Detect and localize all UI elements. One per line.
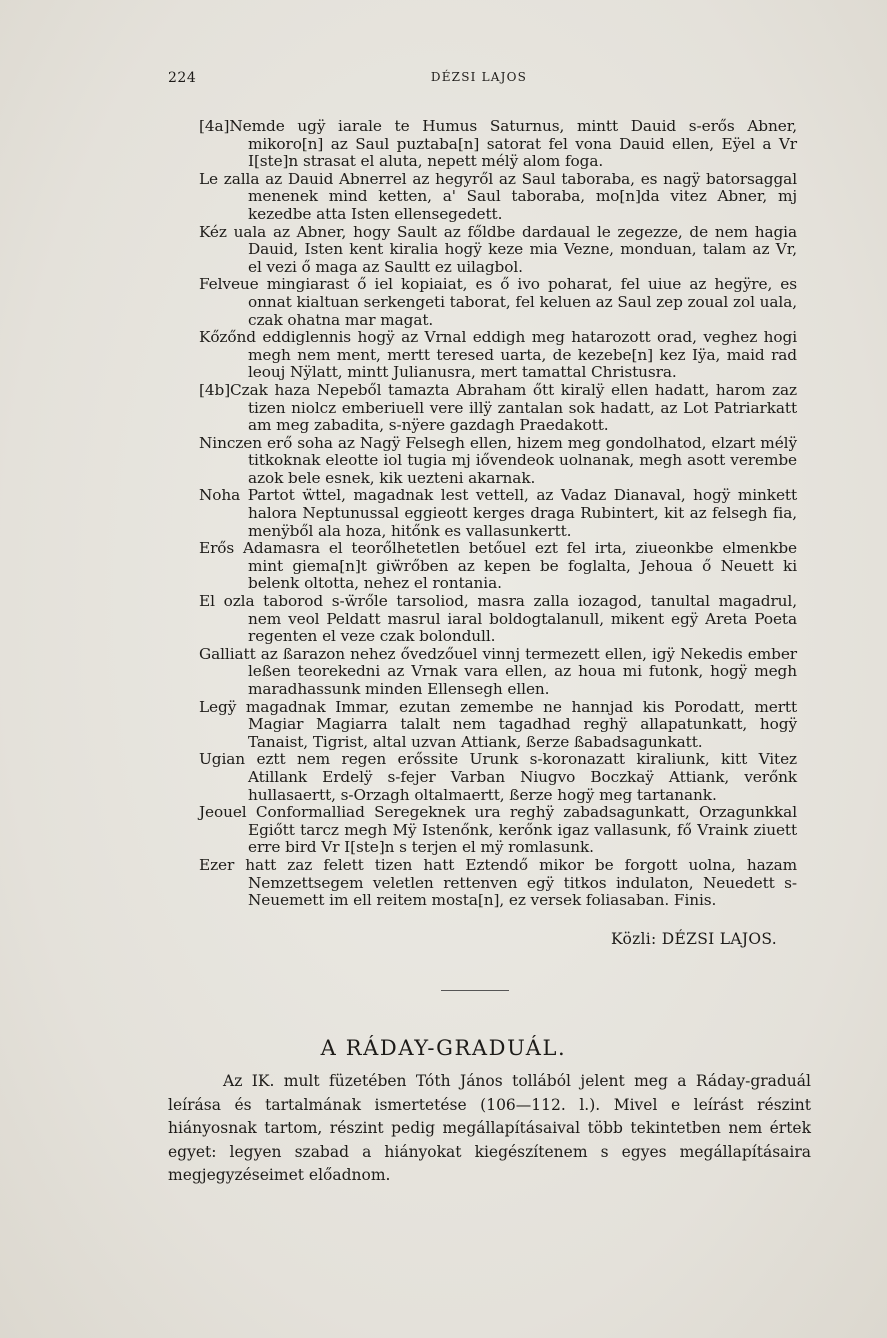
page-number: 224 xyxy=(168,70,197,86)
stanza: Le zalla az Dauid Abnerrel az hegyről az Saul taboraba, es nagÿ batorsaggal menenek mind ketten, a' Saul taboraba, mo[n]da vitez Abner, mj kezedbe atta Isten ellensegedett. xyxy=(199,169,797,223)
stanza: Kőzőnd eddiglennis hogÿ az Vrnal eddigh meg hatarozott orad, veghez hogi megh nem ment, mertt teresed uarta, de kezebe[n] kez Iÿa, maid rad leouj Nÿlatt, mintt Julianusra, mert tamattal Christusra. xyxy=(199,328,797,382)
stanza: Ezer hatt zaz felett tizen hatt Eztendő mikor be forgott uolna, hazam Nemzettsegem veletlen rettenven egÿ titkos indulaton, Neuedett s-Neuemett im ell reitem mosta[n], ez versek foliasaban. Finis. xyxy=(199,855,797,910)
stanza: [4a]Nemde ugÿ iarale te Humus Saturnus, mintt Dauid s-erős Abner, mikoro[n] az Saul puztaba[n] satorat fel vona Dauid ellen, Eÿel a Vr I[ste]n strasat el aluta, nepett mélÿ alom foga. xyxy=(199,117,797,171)
page-header xyxy=(168,70,790,92)
stanza: El ozla taborod s-ẅrőle tarsoliod, masra zalla iozagod, tanultal magadrul, nem veol Peldatt masrul iaral boldogtalanull, mikent egÿ Areta Poeta regenten el veze czak bolondull. xyxy=(199,592,797,646)
stanza: Legÿ magadnak Immar, ezutan zemembe ne hannjad kis Porodatt, mertt Magiar Magiarra talalt nem tagadhad reghÿ allapatunkatt, hogÿ Tanaist, Tigrist, altal uzvan Attiank, ßerze ßabadsagunkatt. xyxy=(199,697,797,751)
stanza: Jeouel Conformalliad Seregeknek ura reghÿ zabadsagunkatt, Orzagunkkal Egiőtt tarcz megh Mÿ Istenőnk, kerőnk igaz vallasunk, fő Vraink ziuett erre bird Vr I[ste]n s terjen el mÿ romlasunk. xyxy=(199,803,797,857)
stanza: Erős Adamasra el teorőlhetetlen betőuel ezt fel irta, ziueonkbe elmenkbe mint giema[n]t giẅrőben az kepen be foglalta, Jehoua ő Neuett ki belenk oltotta, nehez el rontania. xyxy=(199,539,797,593)
stanza: Kéz uala az Abner, hogy Sault az főldbe dardaual le zegezze, de nem hagia Dauid, Isten kent kiralia hogÿ keze mia Vezne, monduan, talam az Vr, el vezi ő maga az Saultt ez uilagbol. xyxy=(199,222,797,276)
verse-text xyxy=(199,118,797,910)
body-paragraph: Az IK. mult füzetében Tóth János tollából jelent meg a Ráday-graduál leírása és tartalmának ismertetése (106—112. l.). Mivel e leírást részint hiányosnak tartom, részint pedig megállapításaival több tekintetben nem értek egyet: legyen szabad a hiányokat kiegészítenem s egyes megállapításaira megjegyzéseimet előadnom. xyxy=(168,1072,811,1185)
stanza: Felveue mingiarast ő iel kopiaiat, es ő ivo poharat, fel uiue az hegÿre, es onnat kialtuan serkengeti taborat, fel keluen az Saul zep zoual zol uala, czak ohatna mar magat. xyxy=(199,275,797,329)
stanza: [4b]Czak haza Nepeből tamazta Abraham őtt kiralÿ ellen hadatt, harom zaz tizen niolcz emberiuell vere illÿ zantalan sok hadatt, az Lot Patriarkatt am meg zabadita, s-nÿere gazdagh Praedakott. xyxy=(199,380,797,435)
author-signature: Közli: DÉZSI LAJOS. xyxy=(610,930,777,948)
section-title: A RÁDAY-GRADUÁL. xyxy=(320,1036,567,1060)
running-head: DÉZSI LAJOS xyxy=(430,70,528,84)
section-divider xyxy=(441,990,509,991)
stanza: Ugian eztt nem regen erőssite Urunk s-koronazatt kiraliunk, kitt Vitez Atillank Erdelÿ s-fejer Varban Niugvo Boczkaÿ Attiank, verőnk hullasaertt, s-Orzagh oltalmaertt, ßerze hogÿ meg tartanank. xyxy=(199,750,797,804)
stanza: Noha Partot ẅttel, magadnak lest vettell, az Vadaz Dianaval, hogÿ minkett halora Neptunussal eggieott kerges draga Rubintert, kit az felsegh fia, menÿből ala hoza, hitőnk es vallasunkertt. xyxy=(199,486,797,540)
stanza: Galliatt az ßarazon nehez ővedzőuel vinnj termezett ellen, igÿ Nekedis ember leßen teorekedni az Vrnak vara ellen, az houa mi futonk, hogÿ megh maradhassunk minden Ellensegh ellen. xyxy=(199,644,797,698)
stanza: Ninczen erő soha az Nagÿ Felsegh ellen, hizem meg gondolhatod, elzart mélÿ titkoknak eleotte iol tugia mj iővendeok uolnanak, megh asott verembe azok bele esnek, kik uezteni akarnak. xyxy=(199,433,797,487)
